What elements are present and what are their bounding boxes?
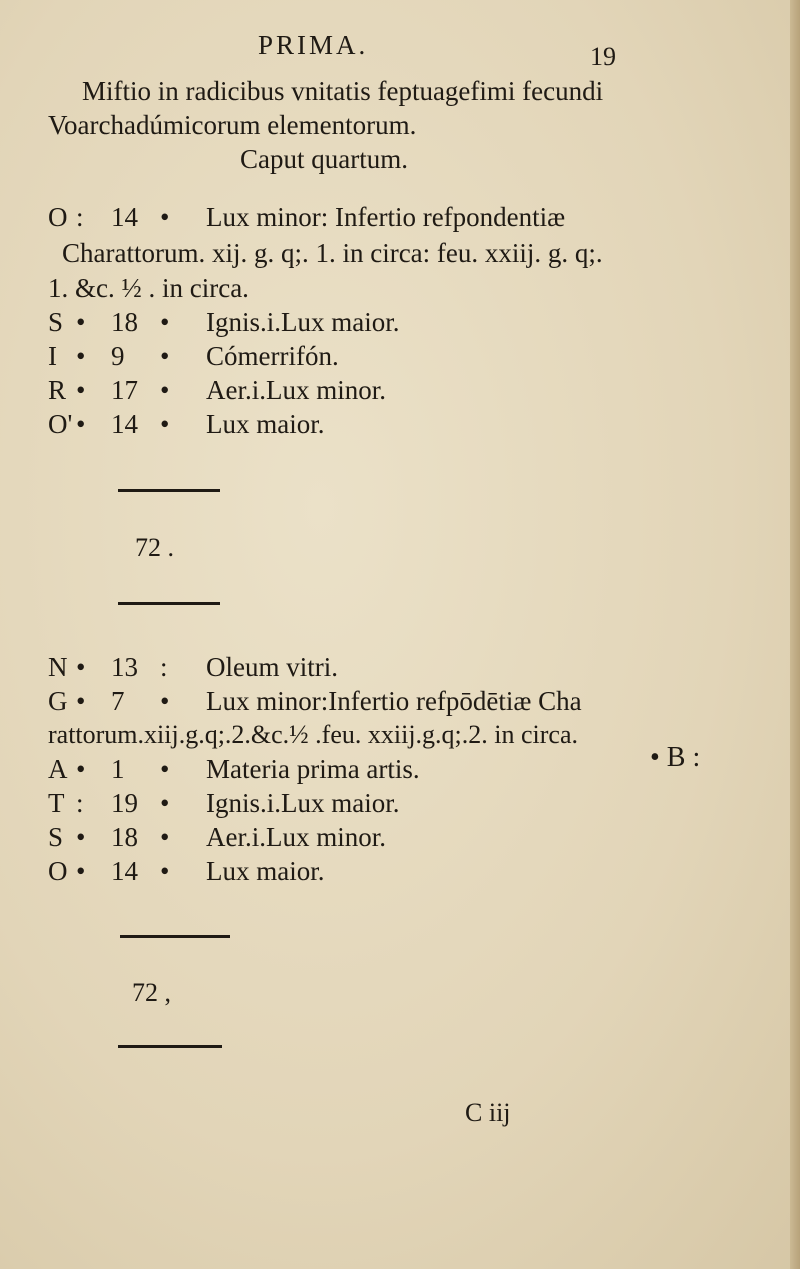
row-separator: • (76, 652, 86, 682)
row-text: Aer.i.Lux minor. (206, 375, 386, 405)
row-letter: S (48, 307, 64, 337)
sum-rule (118, 489, 220, 492)
row-number: 14 (111, 856, 138, 886)
row-letter: A (48, 754, 68, 784)
row-separator: • (76, 856, 86, 886)
row-number: 7 (111, 686, 125, 716)
row-dot: • (160, 788, 170, 818)
table-row (48, 856, 648, 890)
continuation-line: rattorum.xiij.g.q;.2.&c.½ .feu. xxiij.g.q;.2. in circa. (48, 720, 579, 749)
row-separator: : (76, 788, 84, 818)
sum-rule (118, 1045, 222, 1048)
row-text: Aer.i.Lux minor. (206, 822, 386, 852)
row-number: 9 (111, 341, 125, 371)
row-text: Lux minor:Infertio refpōdētiæ Cha (206, 686, 582, 716)
side-marker: • B : (650, 742, 701, 773)
row-number: 18 (111, 307, 138, 337)
row-letter: O (48, 856, 68, 886)
page-edge (790, 0, 800, 1269)
row-letter: R (48, 375, 67, 405)
row-letter: S (48, 822, 64, 852)
row-letter: T (48, 788, 65, 818)
row-number: 17 (111, 375, 138, 405)
row-dot: • (160, 754, 170, 784)
row-dot: • (160, 822, 170, 852)
row-separator: • (76, 409, 86, 439)
row-letter: G (48, 686, 68, 716)
sum-total: 72 , (132, 978, 171, 1007)
table-row (48, 686, 648, 720)
table-row (48, 409, 648, 443)
row-dot: : (160, 652, 168, 682)
table-row (48, 652, 648, 686)
row-dot: • (160, 375, 170, 405)
continuation-line: Charattorum. xij. g. q;. 1. in circa: feu. xxiij. g. q;. (62, 238, 603, 268)
page-number: 19 (590, 42, 616, 71)
sum-rule (118, 602, 220, 605)
row-number: 14 (111, 409, 138, 439)
table-row (48, 375, 648, 409)
row-letter: O' (48, 409, 73, 439)
row-separator: • (76, 307, 86, 337)
table-row (48, 754, 648, 788)
row-letter: O (48, 202, 68, 232)
row-dot: • (160, 202, 170, 232)
row-dot: • (160, 686, 170, 716)
chapter-title: Caput quartum. (240, 144, 408, 174)
table-row (48, 307, 648, 341)
table-row (48, 822, 648, 856)
row-separator: : (76, 202, 84, 232)
row-text: Lux maior. (206, 856, 325, 886)
row-dot: • (160, 856, 170, 886)
row-dot: • (160, 341, 170, 371)
row-separator: • (76, 375, 86, 405)
row-text: Ignis.i.Lux maior. (206, 788, 400, 818)
table-row (48, 202, 648, 236)
row-letter: N (48, 652, 68, 682)
row-letter: I (48, 341, 57, 371)
signature-mark: C iij (465, 1098, 511, 1127)
row-separator: • (76, 341, 86, 371)
running-head: PRIMA. (258, 30, 369, 60)
row-text: Ignis.i.Lux maior. (206, 307, 400, 337)
heading-line-1: Miftio in radicibus vnitatis feptuagefimi fecundi (82, 76, 604, 106)
row-number: 1 (111, 754, 125, 784)
row-number: 19 (111, 788, 138, 818)
row-separator: • (76, 686, 86, 716)
heading-line-2: Voarchadúmicorum elementorum. (48, 110, 417, 140)
row-separator: • (76, 822, 86, 852)
table-row (48, 341, 648, 375)
sum-rule (120, 935, 230, 938)
row-number: 18 (111, 822, 138, 852)
row-separator: • (76, 754, 86, 784)
row-text: Lux maior. (206, 409, 325, 439)
row-number: 13 (111, 652, 138, 682)
row-text: Oleum vitri. (206, 652, 338, 682)
table-row (48, 788, 648, 822)
row-number: 14 (111, 202, 138, 232)
sum-total: 72 . (135, 533, 174, 562)
row-dot: • (160, 409, 170, 439)
row-text: Materia prima artis. (206, 754, 420, 784)
row-text: Lux minor: Infertio refpondentiæ (206, 202, 566, 232)
row-text: Cómerrifón. (206, 341, 339, 371)
continuation-line: 1. &c. ½ . in circa. (48, 273, 249, 303)
row-dot: • (160, 307, 170, 337)
